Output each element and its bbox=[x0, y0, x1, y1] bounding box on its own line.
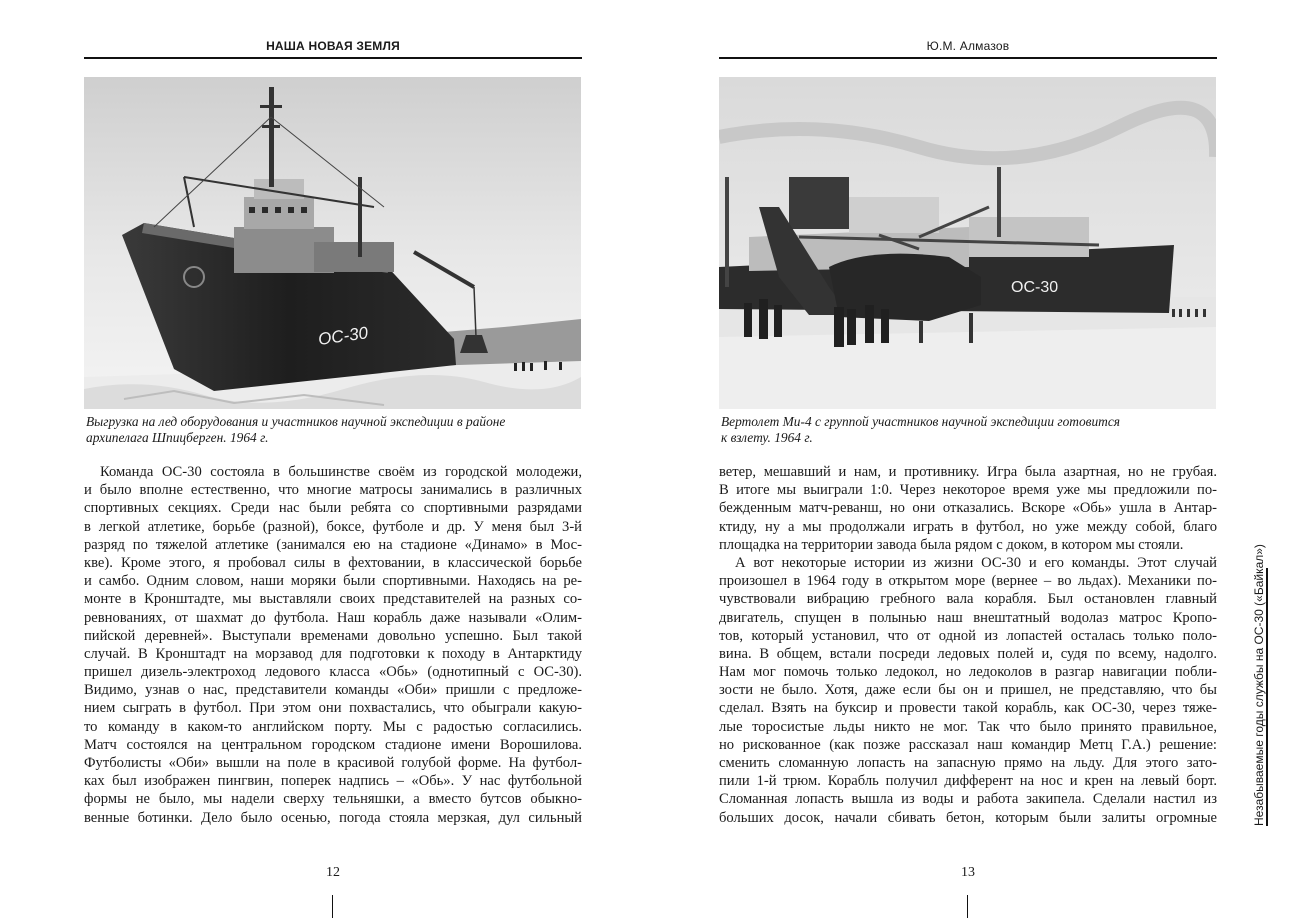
photo-caption-left bbox=[86, 414, 580, 446]
text-line: и самбо. Одним словом, наши моряки были спортивными. Находясь на ре- bbox=[84, 573, 582, 590]
chapter-title-vertical: Незабываемые годы службы на ОС-30 («Байкал») bbox=[1252, 544, 1266, 826]
side-tab-rule bbox=[1266, 568, 1268, 826]
chapter-side-tab bbox=[1247, 544, 1271, 828]
text-line: пришел дизель-электроход ледового класса «Обь» (однотипный с ОС-30). bbox=[84, 664, 582, 681]
text-line: А вот некоторые истории из жизни ОС-30 и его команды. Этот случай bbox=[735, 554, 1217, 571]
text-line: Футболисты «Оби» вышли на поле в красивой голубой форме. На футбол- bbox=[84, 755, 582, 771]
text-line: Сломанная лопасть вышла из воды и работа закипела. Сделали настил из bbox=[719, 791, 1217, 808]
right-page bbox=[719, 0, 1217, 918]
text-line: нием сыграть в футбол. При этом они похвастались, что обыграли какую- bbox=[84, 700, 582, 717]
text-line: бежденным матч-реванш, но они отказались. Вскоре «Обь» ушла в Антар- bbox=[719, 500, 1217, 517]
helicopter-photo bbox=[719, 77, 1216, 409]
text-line: Нам мог помочь только ледокол, но ледоколов в разгар навигации побли- bbox=[719, 664, 1217, 681]
ship-photo bbox=[84, 77, 581, 409]
text-line: но рискованное (как позже рассказал наш командир Метц Г.А.) решение: bbox=[719, 736, 1217, 753]
caption-line: Вертолет Ми-4 с группой участников научной экспедиции готовится bbox=[721, 414, 1120, 429]
text-line: ках был изображен пингвин, поперек надпись – «Обь». У нас футбольной bbox=[84, 773, 582, 790]
text-line: ревнованиях, от шахмат до футбола. Наш корабль даже называли «Олим- bbox=[84, 609, 582, 626]
text-line: монте в Кронштадте, мы выставляли своих представителей на разных со- bbox=[84, 591, 582, 608]
text-line: то команду в каком-то английском порту. Мы с радостью согласились. bbox=[84, 718, 582, 735]
text-line: спортивных секциях. Среди нас были ребята со спортивными разрядами bbox=[84, 500, 582, 517]
text-line: сменить сломанную лопасть на запасную прямо на льду. Для этого зато- bbox=[719, 755, 1217, 771]
text-line: лые торосистые льды никто не мог. Так что было принято правильное, bbox=[719, 718, 1217, 735]
text-line: произошел в 1964 году в открытом море (вернее – во льдах). Механики по- bbox=[719, 573, 1217, 590]
text-line: случай. В Кронштадт на морзавод для подготовки к походу в Антарктиду bbox=[84, 645, 582, 662]
text-line: венные ботинки. Дело было осенью, погода стояла мерзкая, дул сильный bbox=[84, 809, 582, 826]
caption-line: Выгрузка на лед оборудования и участников научной экспедиции в районе bbox=[86, 414, 506, 429]
text-line: Видимо, узнав о нас, представители команды «Оби» пришли с предложе- bbox=[84, 682, 582, 699]
caption-line: архипелага Шпицберген. 1964 г. bbox=[86, 430, 269, 445]
text-line: ветер, мешавший и нам, и противнику. Игра была азартная, но не грубая. bbox=[719, 464, 1217, 480]
ship-marking-left: ОС-30 bbox=[316, 323, 370, 349]
running-head-right: Ю.М. Алмазов bbox=[926, 39, 1010, 53]
text-line: площадка на территории завода была рядом с доком, в котором мы стояли. bbox=[719, 536, 1184, 553]
text-line: Матч состоялся на центральном городском стадионе имени Ворошилова. bbox=[84, 736, 582, 753]
body-text-left bbox=[84, 463, 582, 827]
folio-mark bbox=[967, 895, 968, 918]
folio-mark bbox=[332, 895, 333, 918]
page-number-right: 13 bbox=[961, 865, 975, 880]
text-line: больших досок, начали сбивать бетон, которым были залиты огромные bbox=[719, 809, 1217, 826]
text-line: формы не было, мы надели сверху тельняшки, а вместо бутсов обыкно- bbox=[84, 791, 582, 808]
caption-line: к взлету. 1964 г. bbox=[721, 430, 813, 445]
text-line: вина. В общем, встали посреди ледовых полей и, судя по всему, надолго. bbox=[719, 645, 1217, 662]
left-page bbox=[84, 0, 582, 918]
text-line: пили 1-й трюм. Корабль получил дифферент на нос и крен на левый борт. bbox=[719, 773, 1217, 790]
text-line: ктиду, ну а мы продолжали играть в футбол, но уже между собой, благо bbox=[719, 518, 1217, 535]
text-line: сделал. Взять на буксир и провести такой корабль, как ОС-30, через тяже- bbox=[719, 700, 1217, 717]
text-line: пийской деревней». Выступали временами довольно успешно. Был такой bbox=[84, 627, 582, 644]
text-line: чувствовали вибрацию гребного вала корабля. Был остановлен главный bbox=[719, 591, 1217, 608]
text-line: кве). Кроме этого, я пробовал силы в фехтовании, в классической борьбе bbox=[84, 554, 582, 571]
text-line: двигатель, спущен в полынью наш внештатный водолаз матрос Кропо- bbox=[719, 609, 1217, 626]
text-line: разряд по тяжелой атлетике (занимался ею на стадионе «Динамо» в Мос- bbox=[84, 536, 582, 553]
body-text-right bbox=[719, 463, 1217, 827]
text-line: и было вполне естественно, что многие матросы занимались в различных bbox=[84, 482, 582, 499]
text-line: тов, который установил, что от одной из лопастей осталась только поло- bbox=[719, 627, 1217, 644]
text-line: В итоге мы выиграли 1:0. Через некоторое время уже мы предложили по- bbox=[719, 482, 1217, 499]
text-line: зости не было. Хотя, даже если бы он и пришел, не представляю, что бы bbox=[719, 682, 1217, 699]
header-rule bbox=[719, 57, 1217, 59]
text-line: в легкой атлетике, борьбе (разной), боксе, футболе и др. У меня был 3-й bbox=[84, 518, 582, 535]
ship-marking-right: ОС-30 bbox=[1011, 279, 1059, 296]
photo-caption-right bbox=[721, 414, 1215, 446]
header-rule bbox=[84, 57, 582, 59]
running-head-left: НАША НОВАЯ ЗЕМЛЯ bbox=[266, 39, 400, 53]
page-number-left: 12 bbox=[326, 865, 340, 880]
text-line: Команда ОС-30 состояла в большинстве своём из городской молодежи, bbox=[100, 464, 582, 480]
